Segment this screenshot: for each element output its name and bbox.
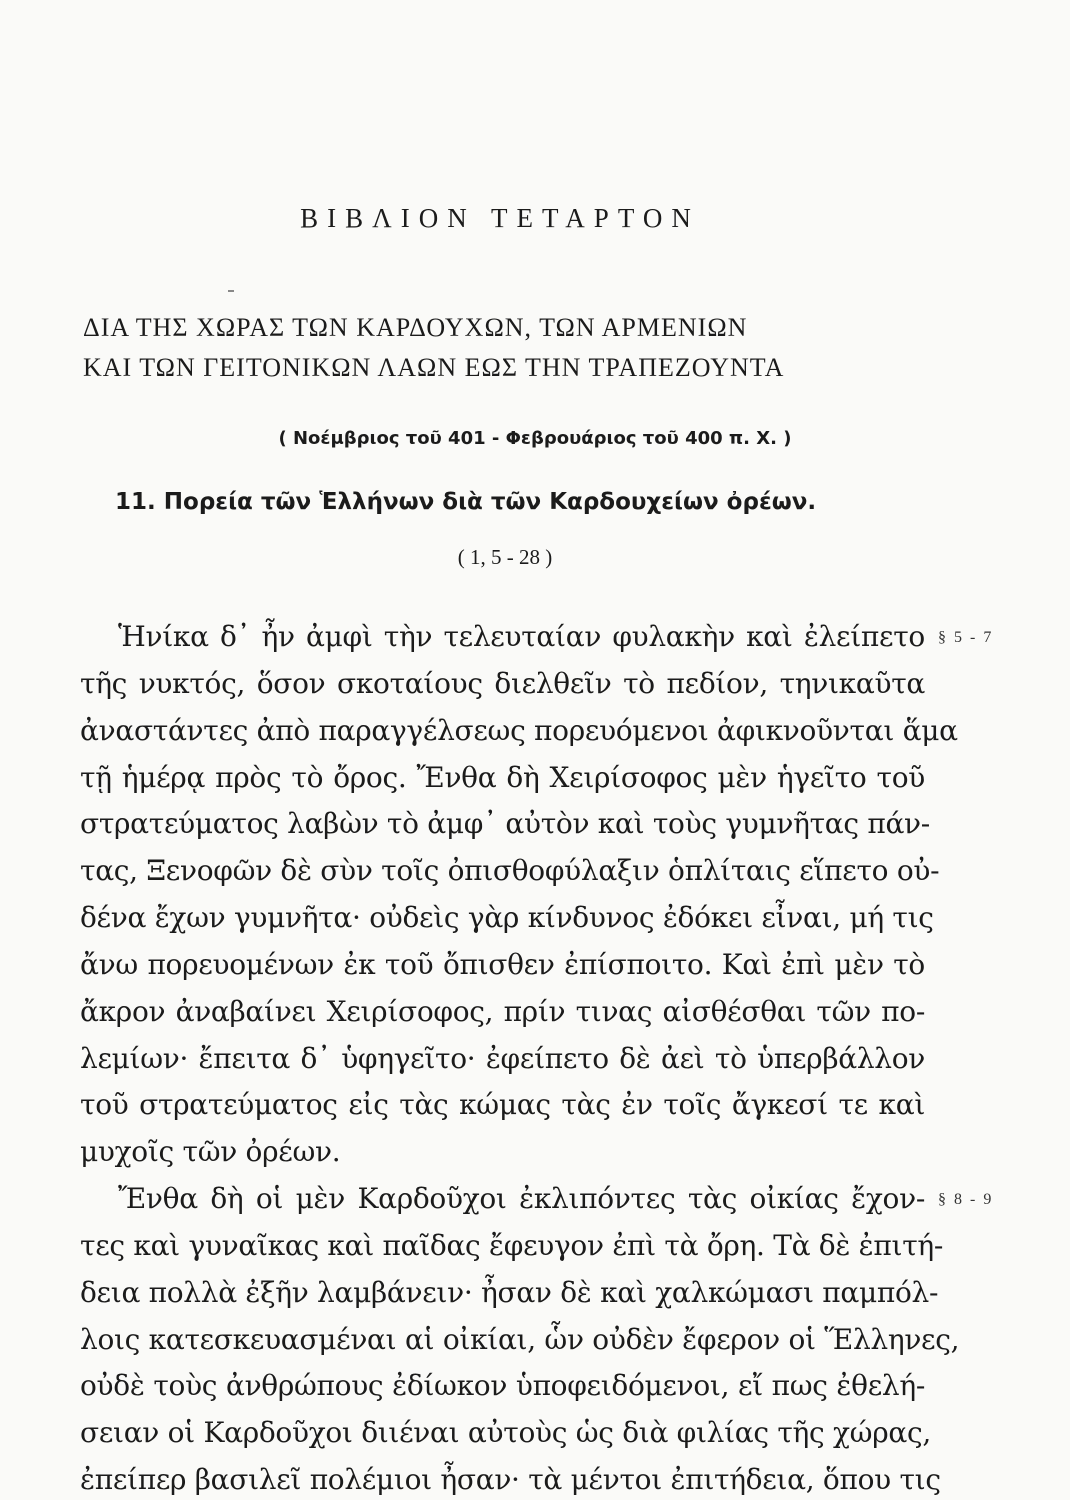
text-line: τῆς νυκτός, ὅσον σκοταίους διελθεῖν τὸ πεδίον, τηνικαῦτα (80, 667, 925, 700)
text-line: Ἡνίκα δ᾽ ἦν ἀμφὶ τὴν τελευταίαν φυλακὴν καὶ ἐλείπετο (118, 620, 925, 653)
text-line: ἐπείπερ βασιλεῖ πολέμιοι ἦσαν· τὰ μέντοι ἐπιτήδεια, ὅπου τις (80, 1463, 941, 1496)
text-line: οὐδὲ τοὺς ἀνθρώπους ἐδίωκον ὑποφειδόμενοι, εἴ πως ἐθελή- (80, 1369, 925, 1402)
divider-dot (228, 290, 234, 292)
text-line: λεμίων· ἔπειτα δ᾽ ὑφηγεῖτο· ἐφείπετο δὲ ἀεὶ τὸ ὑπερβάλλον (80, 1042, 925, 1075)
text-line: τῇ ἡμέρᾳ πρὸς τὸ ὄρος. Ἔνθα δὴ Χειρίσοφος μὲν ἡγεῖτο τοῦ (80, 761, 925, 794)
text-line: ἄνω πορευομένων ἐκ τοῦ ὄπισθεν ἐπίσποιτο. Καὶ ἐπὶ μὲν τὸ (80, 948, 925, 981)
text-line: τοῦ στρατεύματος εἰς τὰς κώμας τὰς ἐν τοῖς ἄγκεσί τε καὶ (80, 1088, 925, 1121)
subtitle-line-1: ΔΙΑ ΤΗΣ ΧΩΡΑΣ ΤΩΝ ΚΑΡΔΟΥΧΩΝ, ΤΩΝ ΑΡΜΕΝΙΩΝ (83, 313, 748, 342)
section-reference: ( 1, 5 - 28 ) (457, 545, 553, 569)
section-heading (115, 489, 816, 515)
text-line: ἀναστάντες ἀπὸ παραγγέλσεως πορευόμενοι ἀφικνοῦνται ἅμα (80, 714, 958, 747)
text-line: Ἔνθα δὴ οἱ μὲν Καρδοῦχοι ἐκλιπόντες τὰς οἰκίας ἔχον- (118, 1182, 925, 1215)
text-line: μυχοῖς τῶν ὀρέων. (80, 1135, 341, 1168)
date-range: ( Νοέμβριος τοῦ 401 - Φεβρουάριος τοῦ 400 π. Χ. ) (278, 428, 792, 449)
subtitle-line-2: ΚΑΙ ΤΩΝ ΓΕΙΤΟΝΙΚΩΝ ΛΑΩΝ ΕΩΣ ΤΗΝ ΤΡΑΠΕΖΟΥΝΤΑ (83, 353, 785, 382)
text-line: τες καὶ γυναῖκας καὶ παῖδας ἔφευγον ἐπὶ τὰ ὄρη. Τὰ δὲ ἐπιτή- (80, 1229, 944, 1262)
text-line: λοις κατεσκευασμέναι αἱ οἰκίαι, ὧν οὐδὲν ἔφερον οἱ Ἕλληνες, (80, 1323, 960, 1356)
section-number: 11. (115, 489, 156, 515)
text-line: δεια πολλὰ ἐξῆν λαμβάνειν· ἦσαν δὲ καὶ χαλκώμασι παμπόλ- (80, 1276, 939, 1309)
section-title: Πορεία τῶν Ἑλλήνων διὰ τῶν Καρδουχείων ὀρέων. (163, 489, 817, 515)
book-title: ΒΙΒΛΙΟΝ ΤΕΤΑΡΤΟΝ (300, 203, 700, 233)
text-line: σειαν οἱ Καρδοῦχοι διιέναι αὐτοὺς ὡς διὰ φιλίας τῆς χώρας, (80, 1416, 931, 1449)
text-line: τας, Ξενοφῶν δὲ σὺν τοῖς ὀπισθοφύλαξιν ὁπλίταις εἵπετο οὐ- (80, 854, 940, 887)
margin-note: § 5 - 7 (938, 629, 994, 646)
text-line: δένα ἔχων γυμνῆτα· οὐδεὶς γὰρ κίνδυνος ἐδόκει εἶναι, μή τις (80, 901, 934, 934)
text-line: στρατεύματος λαβὼν τὸ ἀμφ᾽ αὐτὸν καὶ τοὺς γυμνῆτας πάν- (80, 807, 930, 840)
margin-note: § 8 - 9 (938, 1191, 994, 1208)
text-line: ἄκρον ἀναβαίνει Χειρίσοφος, πρίν τινας αἰσθέσθαι τῶν πο- (80, 995, 925, 1028)
